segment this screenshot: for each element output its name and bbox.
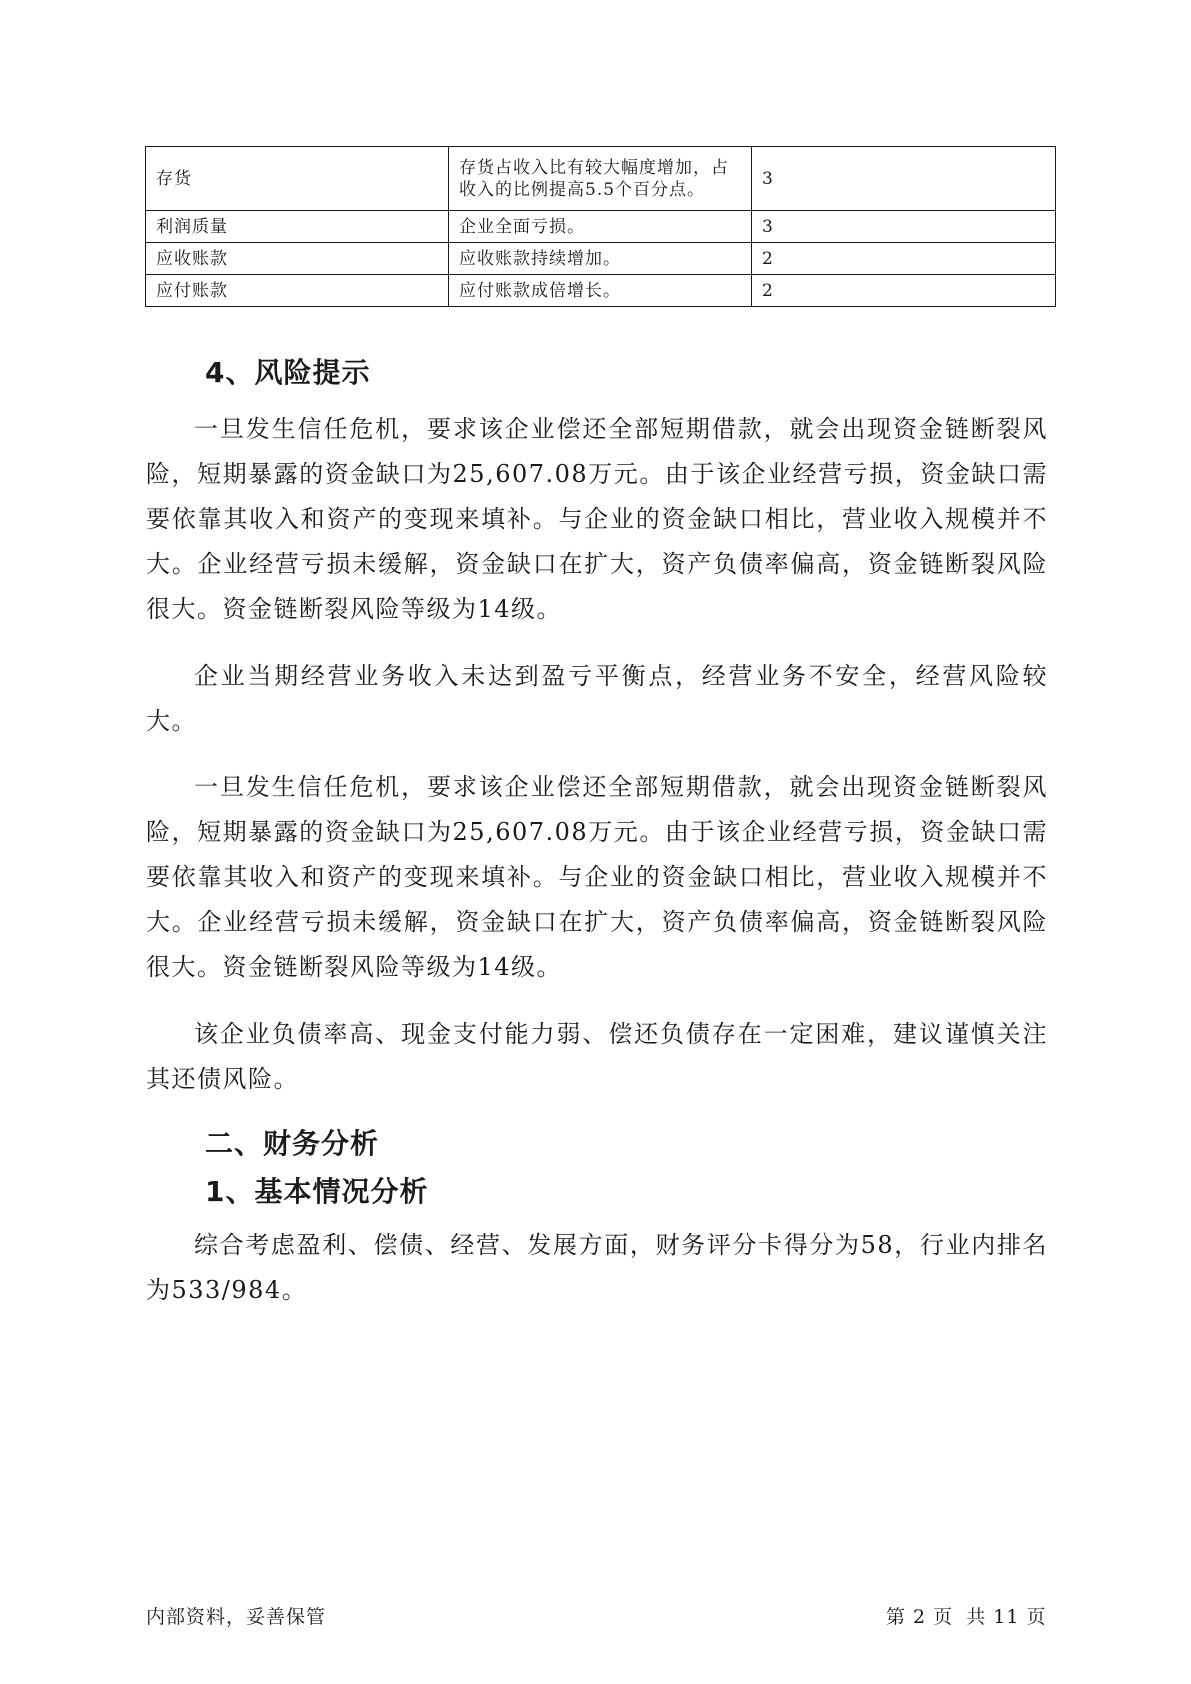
section-heading-risk: 4、风险提示 xyxy=(205,356,371,389)
risk-level: 2 xyxy=(752,275,1056,307)
paragraph: 综合考虑盈利、偿债、经营、发展方面，财务评分卡得分为58，行业内排名为533/984。 xyxy=(146,1231,1048,1304)
risk-item: 存货 xyxy=(146,147,449,211)
table-row xyxy=(146,243,1056,275)
table-row xyxy=(146,211,1056,243)
page-label: 第 2 页 xyxy=(886,1606,954,1628)
risk-level: 2 xyxy=(752,243,1056,275)
risk-description: 企业全面亏损。 xyxy=(449,211,752,243)
paragraph: 该企业负债率高、现金支付能力弱、偿还负债存在一定困难，建议谨慎关注其还债风险。 xyxy=(146,1020,1048,1093)
risk-level: 3 xyxy=(752,211,1056,243)
total-pages-label: 共 11 页 xyxy=(966,1606,1047,1628)
table-row xyxy=(146,275,1056,307)
risk-description: 应收账款持续增加。 xyxy=(449,243,752,275)
paragraph: 一旦发生信任危机，要求该企业偿还全部短期借款，就会出现资金链断裂风险，短期暴露的资金缺口为25,607.08万元。由于该企业经营亏损，资金缺口需要依靠其收入和资产的变现来填补。与企业的资金缺口相比，营业收入规模并不大。企业经营亏损未缓解，资金缺口在扩大，资产负债率偏高，资金链断裂风险很大。资金链断裂风险等级为14级。 xyxy=(146,773,1048,981)
risk-item: 利润质量 xyxy=(146,211,449,243)
footer-page-number xyxy=(886,1602,1052,1629)
section-heading-finance: 二、财务分析 xyxy=(205,1127,380,1160)
footer-confidential-note: 内部资料，妥善保管 xyxy=(146,1606,327,1628)
risk-description: 存货占收入比有较大幅度增加，占收入的比例提高5.5个百分点。 xyxy=(449,147,752,211)
risk-description: 应付账款成倍增长。 xyxy=(449,275,752,307)
subsection-heading-basic: 1、基本情况分析 xyxy=(205,1175,429,1208)
paragraph: 企业当期经营业务收入未达到盈亏平衡点，经营业务不安全，经营风险较大。 xyxy=(146,662,1048,735)
paragraph: 一旦发生信任危机，要求该企业偿还全部短期借款，就会出现资金链断裂风险，短期暴露的资金缺口为25,607.08万元。由于该企业经营亏损，资金缺口需要依靠其收入和资产的变现来填补。与企业的资金缺口相比，营业收入规模并不大。企业经营亏损未缓解，资金缺口在扩大，资产负债率偏高，资金链断裂风险很大。资金链断裂风险等级为14级。 xyxy=(146,415,1048,623)
risk-level: 3 xyxy=(752,147,1056,211)
risk-item: 应付账款 xyxy=(146,275,449,307)
risk-table xyxy=(145,146,1056,307)
risk-item: 应收账款 xyxy=(146,243,449,275)
table-row xyxy=(146,147,1056,211)
